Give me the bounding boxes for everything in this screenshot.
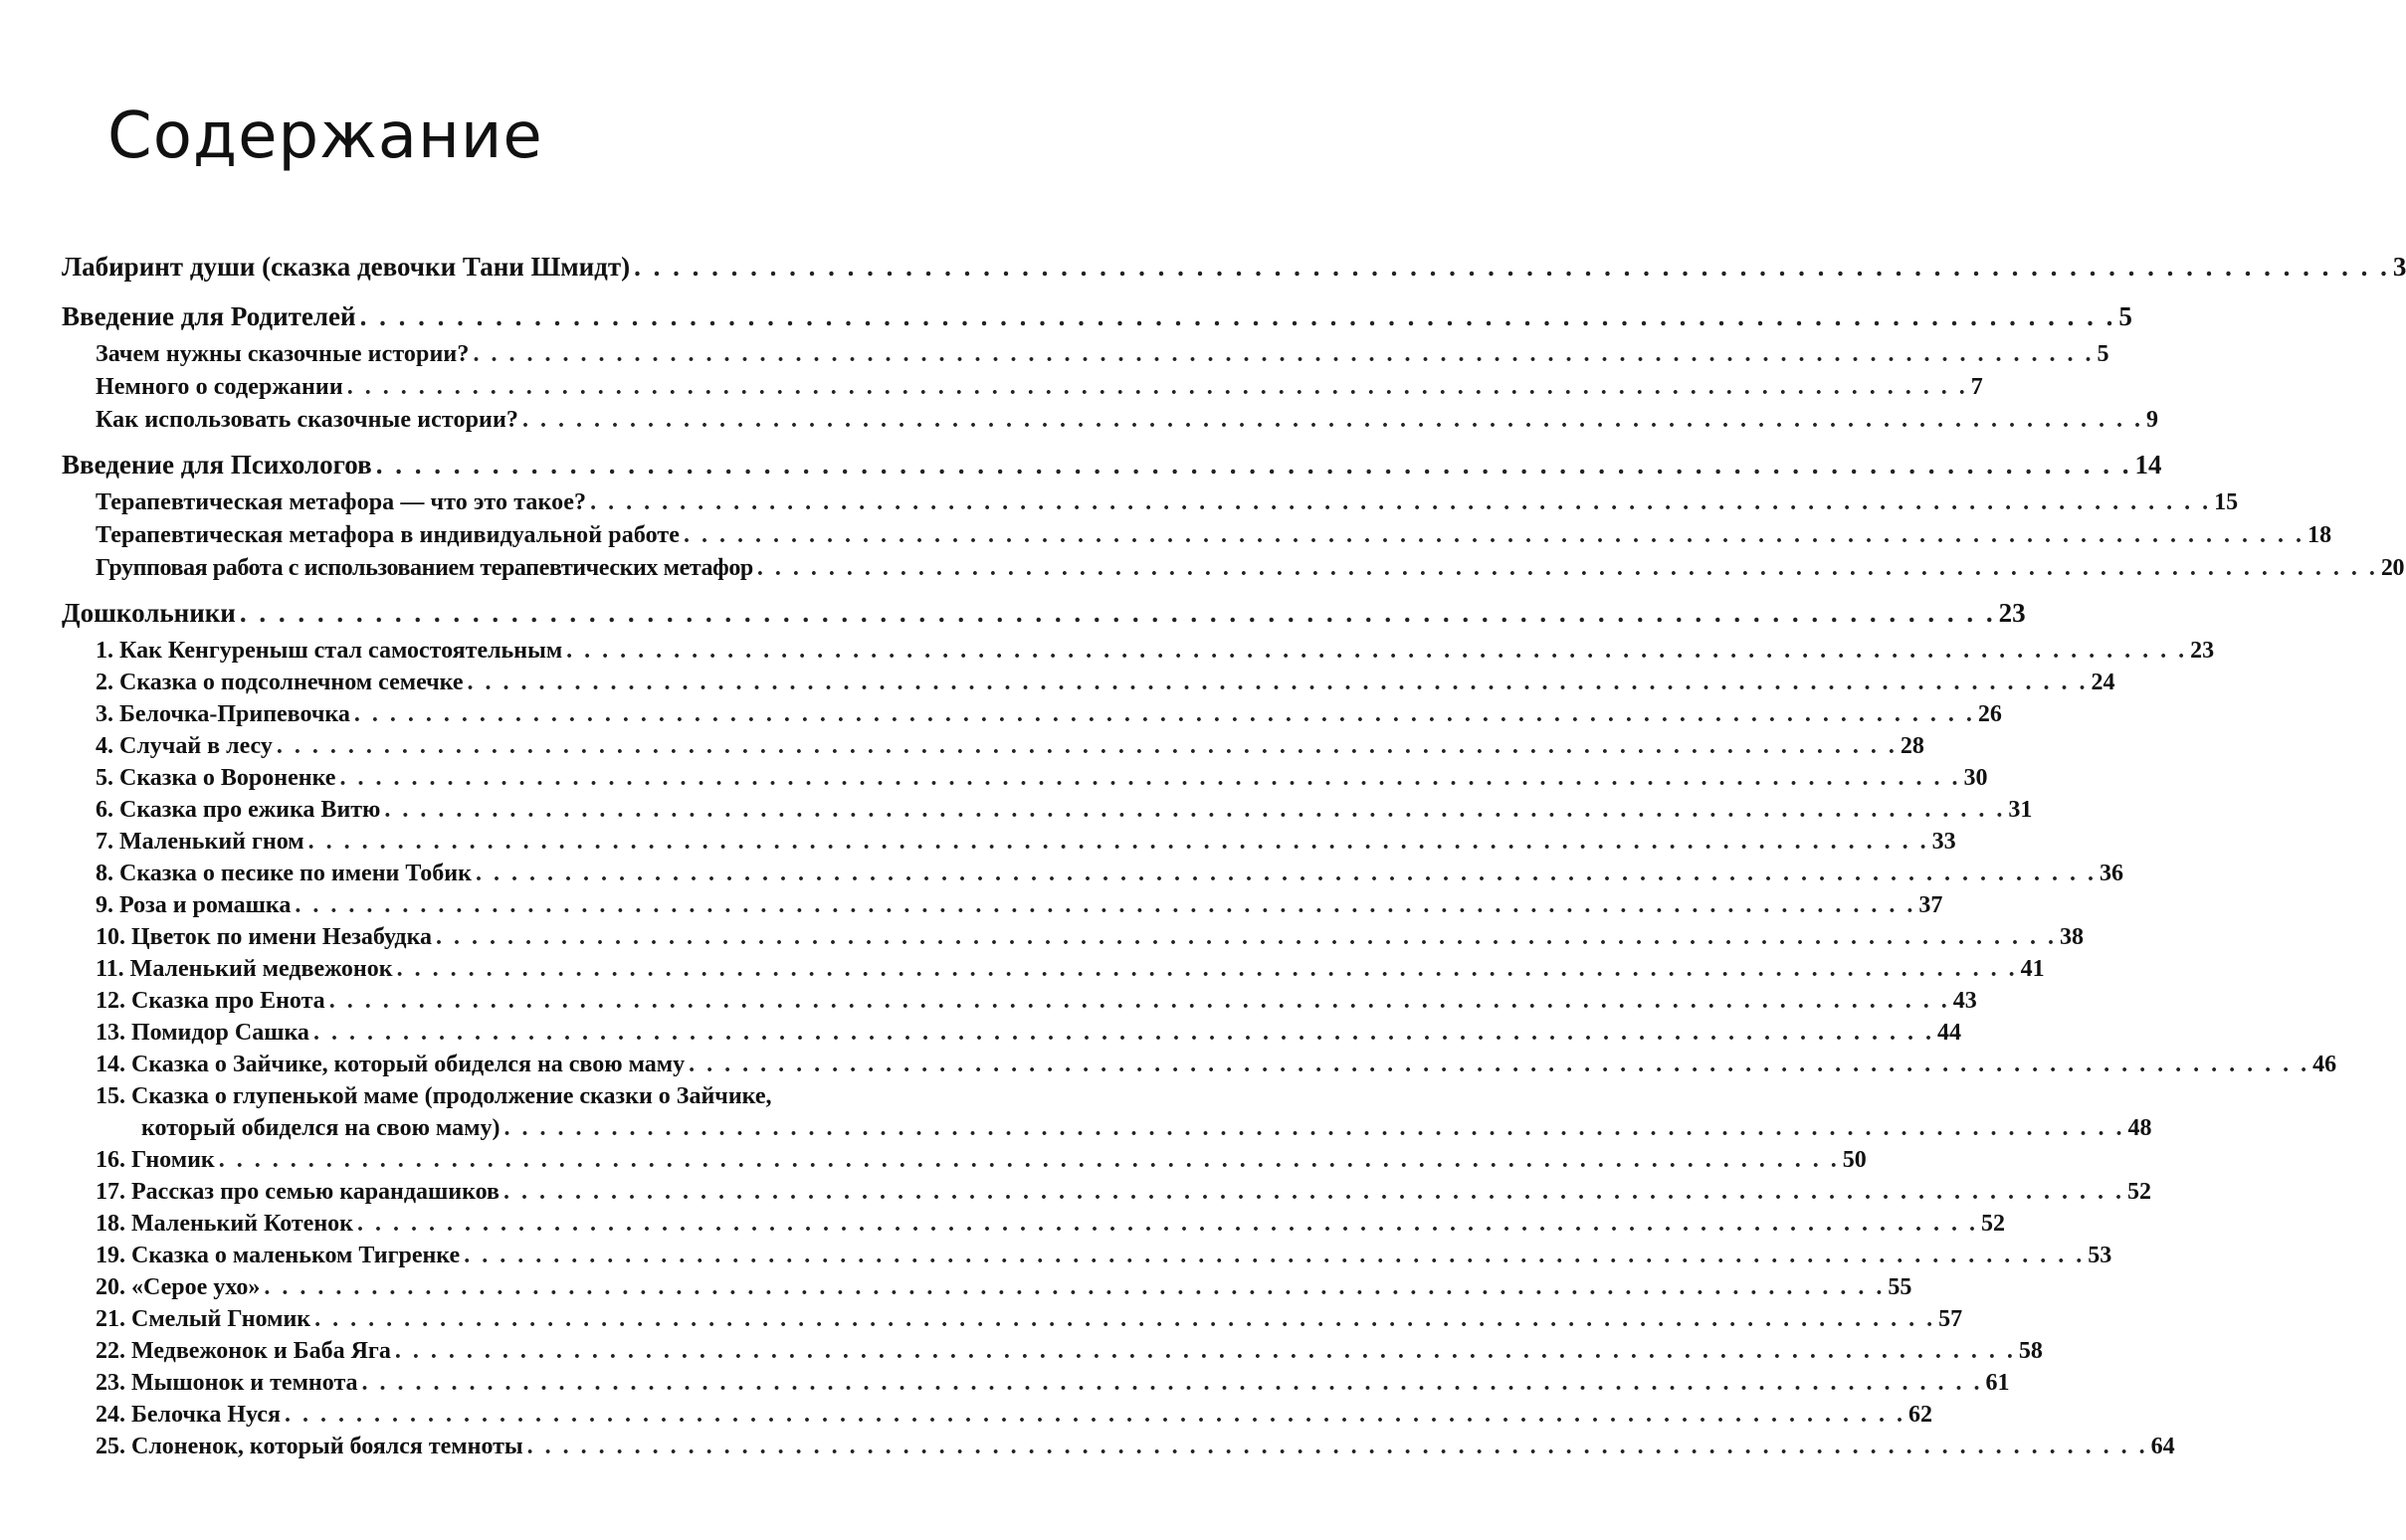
page-number: 38 (2060, 924, 2085, 950)
page-number: 33 (1931, 829, 1956, 855)
page-number: 52 (1980, 1211, 2005, 1237)
dot-leader: . . . . . . . . . . . . . . . . . . . . . . . . . . . . . . . . . . . . . . . . . . . . . . . . . . . . . . . . . . . . . . . . . . . . . . . . . . . . . . . . . . . . . . . . . . . (359, 301, 2116, 331)
table-of-contents (62, 245, 2406, 1462)
page-number: 31 (2008, 797, 2033, 823)
item-title: 22. Медвежонок и Баба Яга (96, 1338, 391, 1364)
item-title: 5. Сказка о Вороненке (96, 765, 336, 791)
dot-leader: . . . . . . . . . . . . . . . . . . . . . . . . . . . . . . . . . . . . . . . . . . . . . . . . . . . . . . . . . . . . . . . . . . . . . . . . . . . . . . . . . . . . . . . . . . . (464, 1243, 2086, 1268)
section-title: Введение для Психологов (62, 450, 372, 480)
item-title: 3. Белочка-Припевочка (96, 701, 350, 727)
item-title: 13. Помидор Сашка (96, 1020, 309, 1046)
item-title: 21. Смелый Гномик (96, 1306, 311, 1332)
dot-leader: . . . . . . . . . . . . . . . . . . . . . . . . . . . . . . . . . . . . . . . . . . . . . . . . . . . . . . . . . . . . . . . . . . . . . . . . . . . . . . . . . . . . . . . . . . . (276, 733, 1898, 759)
item-title: 19. Сказка о маленьком Тигренке (96, 1243, 461, 1268)
toc-section (62, 245, 2406, 289)
item-title: 25. Слоненок, который боялся темноты (96, 1434, 523, 1459)
toc-item (62, 698, 2002, 730)
toc-item (62, 1176, 2151, 1208)
dot-leader: . . . . . . . . . . . . . . . . . . . . . . . . . . . . . . . . . . . . . . . . . . . . . . . . . . . . . . . . . . . . . . . . . . . . . . . . . . . . . . . . . . . . . . . . . . . (284, 1402, 1905, 1428)
dot-leader: . . . . . . . . . . . . . . . . . . . . . . . . . . . . . . . . . . . . . . . . . . . . . . . . . . . . . . . . . . . . . . . . . . . . . . . . . . . . . . . . . . . . . . . . . . . (590, 489, 2212, 515)
dot-leader: . . . . . . . . . . . . . . . . . . . . . . . . . . . . . . . . . . . . . . . . . . . . . . . . . . . . . . . . . . . . . . . . . . . . . . . . . . . . . . . . . . . . . . . . . . . (566, 638, 2188, 664)
dot-leader: . . . . . . . . . . . . . . . . . . . . . . . . . . . . . . . . . . . . . . . . . . . . . . . . . . . . . . . . . . . . . . . . . . . . . . . . . . . . . . . . . . . . . . . . . . . (475, 861, 2097, 886)
toc-item (62, 635, 2215, 667)
dot-leader: . . . . . . . . . . . . . . . . . . . . . . . . . . . . . . . . . . . . . . . . . . . . . . . . . . . . . . . . . . . . . . . . . . . . . . . . . . . . . . . . . . . . . . . . . . . (502, 1179, 2124, 1205)
dot-leader: . . . . . . . . . . . . . . . . . . . . . . . . . . . . . . . . . . . . . . . . . . . . . . . . . . . . . . . . . . . . . . . . . . . . . . . . . . . . . . . . . . . . . . . . . . . (684, 522, 2306, 548)
dot-leader: . . . . . . . . . . . . . . . . . . . . . . . . . . . . . . . . . . . . . . . . . . . . . . . . . . . . . . . . . . . . . . . . . . . . . . . . . . . . . . . . . . . . . . . . . . . (503, 1115, 2125, 1141)
page-number: 24 (2091, 670, 2115, 695)
page-number: 20 (2380, 555, 2405, 581)
dot-leader: . . . . . . . . . . . . . . . . . . . . . . . . . . . . . . . . . . . . . . . . . . . . . . . . . . . . . . . . . . . . . . . . . . . . . . . . . . . . . . . . . . . . . . . . . . . (375, 450, 2132, 480)
dot-leader: . . . . . . . . . . . . . . . . . . . . . . . . . . . . . . . . . . . . . . . . . . . . . . . . . . . . . . . . . . . . . . . . . . . . . . . . . . . . . . . . . . . . . . . . . . . (239, 598, 1996, 628)
toc-item (62, 1017, 1961, 1049)
page-title: Содержание (107, 99, 543, 173)
dot-leader: . . . . . . . . . . . . . . . . . . . . . . . . . . . . . . . . . . . . . . . . . . . . . . . . . . . . . . . . . . . . . . . . . . . . . . . . . . . . . . . . . . . . . . . . . . . (339, 765, 1961, 791)
item-title: 12. Сказка про Енота (96, 988, 325, 1014)
item-title: 4. Случай в лесу (96, 733, 273, 759)
toc-item (62, 1367, 2010, 1399)
toc-item (62, 794, 2033, 826)
toc-item (62, 1303, 1963, 1335)
page-number: 64 (2150, 1434, 2175, 1459)
item-title: 20. «Серое ухо» (96, 1274, 261, 1300)
page-number: 7 (1970, 374, 1983, 400)
toc-item (62, 953, 2045, 985)
page-number: 37 (1918, 892, 1943, 918)
toc-item (62, 762, 1988, 794)
page-number: 36 (2099, 861, 2123, 886)
section-title: Лабиринт души (сказка девочки Тани Шмидт) (62, 252, 631, 282)
dot-leader: . . . . . . . . . . . . . . . . . . . . . . . . . . . . . . . . . . . . . . . . . . . . . . . . . . . . . . . . . . . . . . . . . . . . . . . . . . . . . . . . . . . . . . . . . . . (312, 1020, 1934, 1046)
toc-subsection (62, 404, 2159, 437)
toc-item (62, 921, 2085, 953)
toc-section (62, 294, 2132, 338)
dot-leader: . . . . . . . . . . . . . . . . . . . . . . . . . . . . . . . . . . . . . . . . . . . . . . . . . . . . . . . . . . . . . . . . . . . . . . . . . . . . . . . . . . . . . . . . . . . (218, 1147, 1840, 1173)
page-number: 18 (2307, 522, 2332, 548)
section-title: Дошкольники (62, 598, 236, 628)
toc-item (62, 1144, 1867, 1176)
item-title: 6. Сказка про ежика Витю (96, 797, 381, 823)
dot-leader: . . . . . . . . . . . . . . . . . . . . . . . . . . . . . . . . . . . . . . . . . . . . . . . . . . . . . . . . . . . . . . . . . . . . . . . . . . . . . . . . . . . . . . . . . . . (396, 956, 2018, 982)
page-number: 62 (1907, 1402, 1932, 1428)
dot-leader: . . . . . . . . . . . . . . . . . . . . . . . . . . . . . . . . . . . . . . . . . . . . . . . . . . . . . . . . . . . . . . . . . . . . . . . . . . . . . . . . . . . . . . . . . . . (467, 670, 2089, 695)
item-title-continuation: который обиделся на свою маму) (141, 1115, 501, 1141)
toc-item (62, 1335, 2043, 1367)
dot-leader: . . . . . . . . . . . . . . . . . . . . . . . . . . . . . . . . . . . . . . . . . . . . . . . . . . . . . . . . . . . . . . . . . . . . . . . . . . . . . . . . . . . . . . . . . . . (394, 1338, 2016, 1364)
dot-leader: . . . . . . . . . . . . . . . . . . . . . . . . . . . . . . . . . . . . . . . . . . . . . . . . . . . . . . . . . . . . . . . . . . . . . . . . . . . . . . . . . . . . . . . . . . . (295, 892, 1916, 918)
subsection-title: Групповая работа с использованием терапевтических метафор (96, 555, 753, 581)
item-title: 2. Сказка о подсолнечном семечке (96, 670, 464, 695)
toc-item (62, 1431, 2175, 1462)
dot-leader: . . . . . . . . . . . . . . . . . . . . . . . . . . . . . . . . . . . . . . . . . . . . . . . . . . . . . . . . . . . . . . . . . . . . . . . . . . . . . . . . . . . . . . . . . . . (756, 555, 2378, 581)
page-number: 44 (1936, 1020, 1961, 1046)
dot-leader: . . . . . . . . . . . . . . . . . . . . . . . . . . . . . . . . . . . . . . . . . . . . . . . . . . . . . . . . . . . . . . . . . . . . . . . . . . . . . . . . . . . . . . . . . . . (353, 701, 1975, 727)
page-number: 55 (1888, 1274, 1912, 1300)
item-title: 10. Цветок по имени Незабудка (96, 924, 433, 950)
page-number: 9 (2146, 407, 2159, 433)
dot-leader: . . . . . . . . . . . . . . . . . . . . . . . . . . . . . . . . . . . . . . . . . . . . . . . . . . . . . . . . . . . . . . . . . . . . . . . . . . . . . . . . . . . . . . . . . . . (356, 1211, 1978, 1237)
page-number: 14 (2134, 450, 2162, 480)
toc-item (62, 1271, 1912, 1303)
section-title: Введение для Родителей (62, 301, 356, 331)
page-number: 5 (2097, 341, 2109, 367)
item-title: 7. Маленький гном (96, 829, 304, 855)
dot-leader: . . . . . . . . . . . . . . . . . . . . . . . . . . . . . . . . . . . . . . . . . . . . . . . . . . . . . . . . . . . . . . . . . . . . . . . . . . . . . . . . . . . . . . . . . . . (264, 1274, 1886, 1300)
toc-item (62, 1399, 1932, 1431)
toc-section (62, 443, 2162, 486)
item-title: 11. Маленький медвежонок (96, 956, 393, 982)
page-number: 30 (1963, 765, 1988, 791)
page-number: 48 (2127, 1115, 2152, 1141)
toc-item (62, 1240, 2112, 1271)
toc-subsection (62, 371, 1983, 404)
page-number: 58 (2018, 1338, 2043, 1364)
toc-item (62, 889, 1943, 921)
page-number: 3 (2392, 252, 2406, 282)
dot-leader: . . . . . . . . . . . . . . . . . . . . . . . . . . . . . . . . . . . . . . . . . . . . . . . . . . . . . . . . . . . . . . . . . . . . . . . . . . . . . . . . . . . . . . . . . . . (689, 1052, 2310, 1077)
item-title: 14. Сказка о Зайчике, который обиделся на свою маму (96, 1052, 686, 1077)
page-number: 41 (2020, 956, 2045, 982)
dot-leader: . . . . . . . . . . . . . . . . . . . . . . . . . . . . . . . . . . . . . . . . . . . . . . . . . . . . . . . . . . . . . . . . . . . . . . . . . . . . . . . . . . . . . . . . . . . (361, 1370, 1983, 1396)
dot-leader: . . . . . . . . . . . . . . . . . . . . . . . . . . . . . . . . . . . . . . . . . . . . . . . . . . . . . . . . . . . . . . . . . . . . . . . . . . . . . . . . . . . . . . . . . . . (346, 374, 1968, 400)
page-number: 43 (1952, 988, 1977, 1014)
toc-item (62, 1208, 2005, 1240)
item-title: 9. Роза и ромашка (96, 892, 292, 918)
page-number: 57 (1938, 1306, 1963, 1332)
dot-leader: . . . . . . . . . . . . . . . . . . . . . . . . . . . . . . . . . . . . . . . . . . . . . . . . . . . . . . . . . . . . . . . . . . . . . . . . . . . . . . . . . . . . . . . . . . . (328, 988, 1950, 1014)
page-number: 50 (1842, 1147, 1867, 1173)
toc-item (62, 730, 1924, 762)
dot-leader: . . . . . . . . . . . . . . . . . . . . . . . . . . . . . . . . . . . . . . . . . . . . . . . . . . . . . . . . . . . . . . . . . . . . . . . . . . . . . . . . . . . . . . . . . . . (307, 829, 1929, 855)
item-title: 8. Сказка о песике по имени Тобик (96, 861, 472, 886)
dot-leader: . . . . . . . . . . . . . . . . . . . . . . . . . . . . . . . . . . . . . . . . . . . . . . . . . . . . . . . . . . . . . . . . . . . . . . . . . . . . . . . . . . . . . . . . . . . (314, 1306, 1936, 1332)
toc-item (62, 667, 2115, 698)
toc-subsection (62, 486, 2239, 519)
subsection-title: Немного о содержании (96, 374, 343, 400)
page-number: 26 (1977, 701, 2002, 727)
item-title: 24. Белочка Нуся (96, 1402, 281, 1428)
dot-leader: . . . . . . . . . . . . . . . . . . . . . . . . . . . . . . . . . . . . . . . . . . . . . . . . . . . . . . . . . . . . . . . . . . . . . . . . . . . . . . . . . . . . . . . . . . . (436, 924, 2058, 950)
dot-leader: . . . . . . . . . . . . . . . . . . . . . . . . . . . . . . . . . . . . . . . . . . . . . . . . . . . . . . . . . . . . . . . . . . . . . . . . . . . . . . . . . . . . . . . . . . . (522, 407, 2143, 433)
subsection-title: Терапевтическая метафора в индивидуальной работе (96, 522, 681, 548)
toc-item (62, 858, 2123, 889)
item-title: 1. Как Кенгуреныш стал самостоятельным (96, 638, 563, 664)
page-number: 46 (2312, 1052, 2337, 1077)
item-title: 15. Сказка о глупенькой маме (продолжение сказки о Зайчике, (96, 1083, 772, 1109)
item-title: 16. Гномик (96, 1147, 215, 1173)
dot-leader: . . . . . . . . . . . . . . . . . . . . . . . . . . . . . . . . . . . . . . . . . . . . . . . . . . . . . . . . . . . . . . . . . . . . . . . . . . . . . . . . . . . . . . . . . . . (473, 341, 2095, 367)
page-number: 53 (2088, 1243, 2112, 1268)
toc-subsection (62, 519, 2332, 552)
toc-item (62, 826, 1956, 858)
toc-item (62, 1080, 927, 1112)
item-title: 18. Маленький Котенок (96, 1211, 353, 1237)
page-number: 52 (2126, 1179, 2151, 1205)
dot-leader: . . . . . . . . . . . . . . . . . . . . . . . . . . . . . . . . . . . . . . . . . . . . . . . . . . . . . . . . . . . . . . . . . . . . . . . . . . . . . . . . . . . . . . . . . . . (634, 252, 2390, 282)
toc-item (62, 985, 1977, 1017)
dot-leader: . . . . . . . . . . . . . . . . . . . . . . . . . . . . . . . . . . . . . . . . . . . . . . . . . . . . . . . . . . . . . . . . . . . . . . . . . . . . . . . . . . . . . . . . . . . (384, 797, 2006, 823)
toc-subsection (62, 552, 2405, 585)
toc-section (62, 591, 2026, 635)
subsection-title: Как использовать сказочные истории? (96, 407, 518, 433)
dot-leader: . . . . . . . . . . . . . . . . . . . . . . . . . . . . . . . . . . . . . . . . . . . . . . . . . . . . . . . . . . . . . . . . . . . . . . . . . . . . . . . . . . . . . . . . . . . (526, 1434, 2148, 1459)
toc-item-continuation (62, 1112, 2152, 1144)
subsection-title: Терапевтическая метафора — что это такое? (96, 489, 587, 515)
page-number: 61 (1985, 1370, 2010, 1396)
page-number: 5 (2118, 301, 2132, 331)
item-title: 23. Мышонок и темнота (96, 1370, 358, 1396)
page-number: 23 (1998, 598, 2026, 628)
page-number: 28 (1900, 733, 1924, 759)
toc-item (62, 1049, 2337, 1080)
toc-subsection (62, 338, 2109, 371)
page-number: 23 (2190, 638, 2215, 664)
subsection-title: Зачем нужны сказочные истории? (96, 341, 470, 367)
page-number: 15 (2214, 489, 2239, 515)
item-title: 17. Рассказ про семью карандашиков (96, 1179, 500, 1205)
